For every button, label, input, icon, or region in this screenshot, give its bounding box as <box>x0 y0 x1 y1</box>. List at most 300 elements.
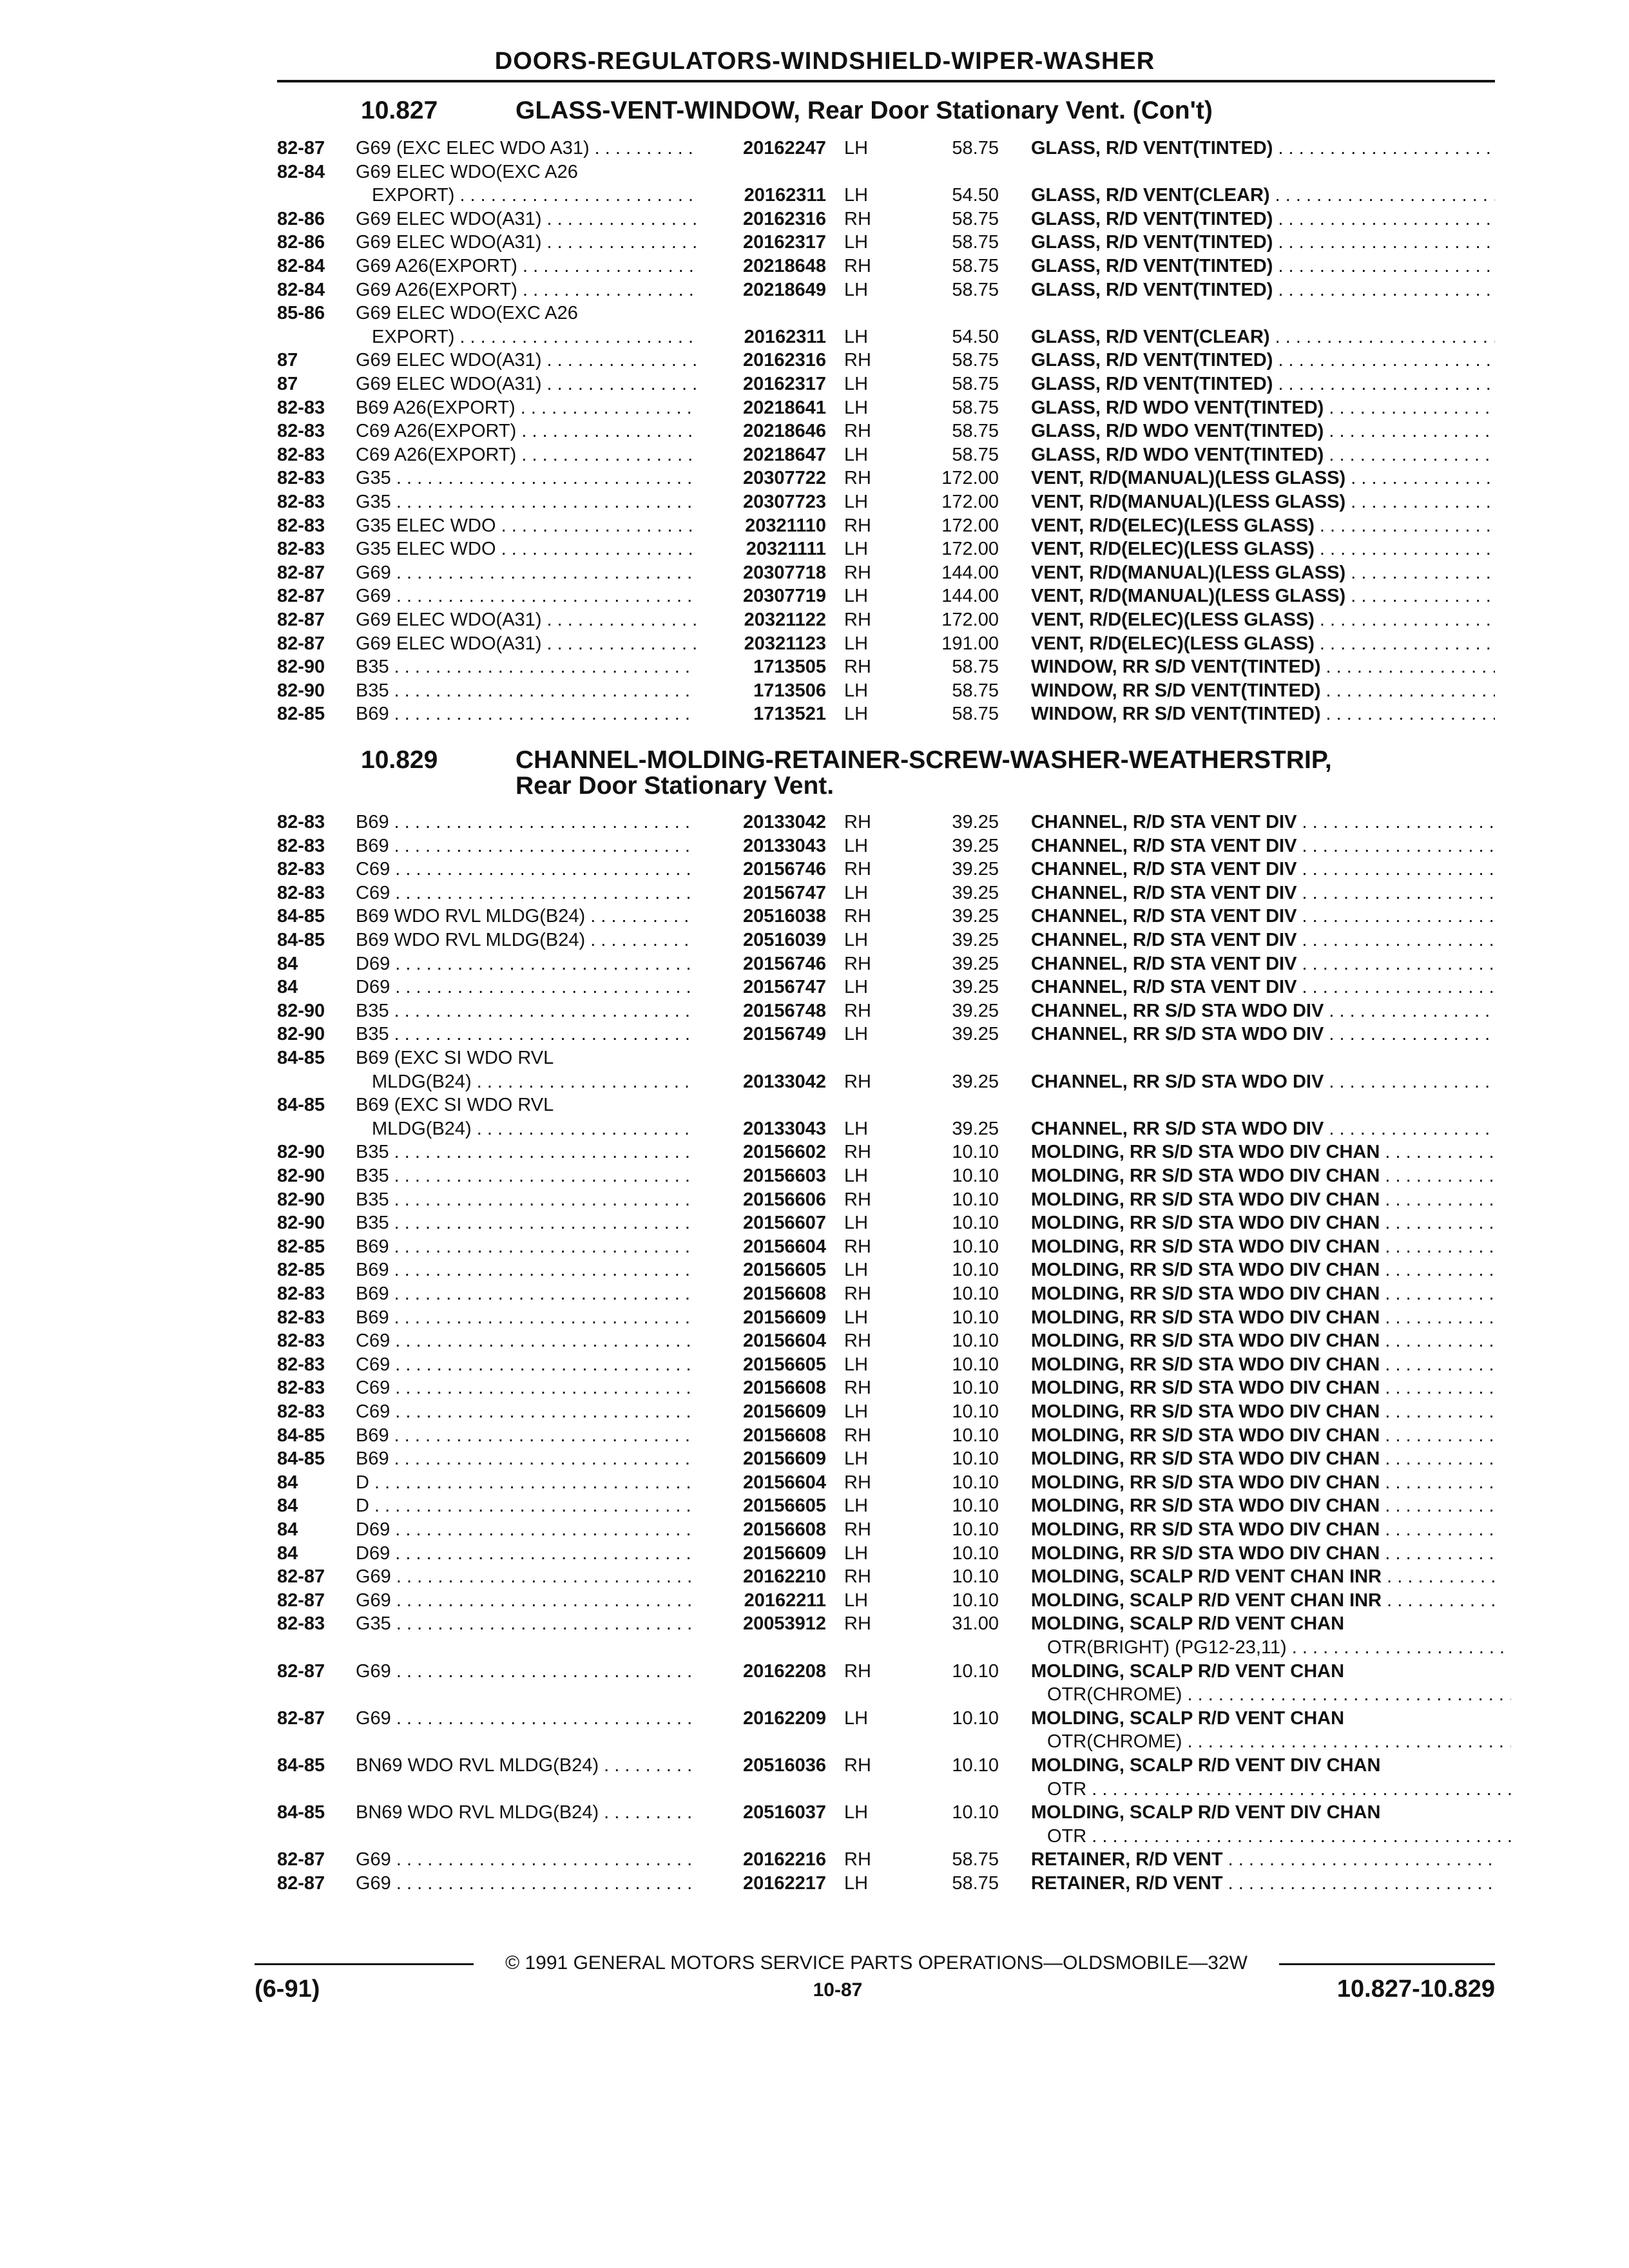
part-number: 20156608 <box>742 1283 826 1304</box>
part-number: 20321122 <box>744 610 826 630</box>
table-row <box>0 1400 1629 1424</box>
side-code: RH <box>844 1189 871 1210</box>
model-code: B69 (EXC SI WDO RVL <box>356 1048 554 1068</box>
side-code: RH <box>844 468 871 489</box>
part-number: 1713521 <box>753 704 826 725</box>
model-code: D69 . . . <box>356 975 696 999</box>
part-description-text: GLASS, R/D WDO VENT(TINTED) <box>1031 444 1324 465</box>
part-description-text: VENT, R/D(MANUAL)(LESS GLASS) <box>1031 586 1346 607</box>
model-code: B35 . . . <box>356 655 696 678</box>
price: 58.75 <box>952 657 999 678</box>
table-row <box>0 561 1629 585</box>
price: 10.10 <box>952 1283 999 1304</box>
model-code: B69 . . . <box>356 834 696 858</box>
part-number: 20321111 <box>746 539 826 560</box>
table-row <box>0 137 1629 160</box>
price: 58.75 <box>952 1873 999 1894</box>
price: 58.75 <box>952 350 999 371</box>
part-description <box>1031 561 1495 584</box>
part-number: 20162211 <box>744 1590 826 1611</box>
part-number: 20307723 <box>742 492 826 512</box>
part-number: 20218647 <box>742 444 826 465</box>
price: 10.10 <box>952 1660 999 1682</box>
part-description-text: MOLDING, RR S/D STA WDO DIV CHAN <box>1031 1401 1380 1422</box>
part-description <box>1031 537 1495 561</box>
table-row <box>0 952 1629 976</box>
part-number: 20156608 <box>742 1425 826 1446</box>
part-number: 20307718 <box>742 562 826 583</box>
side-code: LH <box>844 492 869 512</box>
part-description-text: MOLDING, RR S/D STA WDO DIV CHAN <box>1031 1331 1380 1352</box>
model-code-continued: MLDG(B24) . . . <box>372 1117 696 1140</box>
model-code: C69 . . . <box>356 1376 696 1399</box>
side-code: LH <box>844 633 869 654</box>
part-description <box>1031 952 1495 975</box>
side-code: RH <box>844 421 871 442</box>
model-code: G69 ELEC WDO(A31) . . . <box>356 632 696 655</box>
part-description <box>1031 608 1495 631</box>
part-description <box>1031 1494 1495 1517</box>
table-row <box>0 1589 1629 1613</box>
part-number: 20156746 <box>742 859 826 880</box>
part-number: 20156604 <box>742 1331 826 1352</box>
side-code: RH <box>844 562 871 583</box>
page-header-title: DOORS-REGULATORS-WINDSHIELD-WIPER-WASHER <box>494 48 1155 75</box>
part-description-continued: OTR(CHROME) . . . <box>1047 1730 1511 1753</box>
model-code: B69 . . . <box>356 1235 696 1258</box>
price: 58.75 <box>952 138 999 159</box>
table-row <box>0 1801 1629 1848</box>
part-number: 20162210 <box>742 1566 826 1588</box>
side-code: LH <box>844 882 869 903</box>
part-description-text: RETAINER, R/D VENT <box>1031 1873 1223 1894</box>
side-code: LH <box>844 1448 869 1470</box>
model-code: G69 . . . <box>356 1565 696 1588</box>
part-number: 20156605 <box>742 1354 826 1375</box>
part-description-text: WINDOW, RR S/D VENT(TINTED) <box>1031 657 1321 678</box>
part-description <box>1031 1801 1495 1824</box>
table-row <box>0 1329 1629 1353</box>
price: 10.10 <box>952 1401 999 1422</box>
part-description-text: MOLDING, SCALP R/D VENT DIV CHAN <box>1031 1802 1381 1823</box>
part-description-text: VENT, R/D(ELEC)(LESS GLASS) <box>1031 539 1315 560</box>
side-code: RH <box>844 953 871 974</box>
side-code: RH <box>844 350 871 371</box>
side-code: RH <box>844 1283 871 1304</box>
part-number: 20218646 <box>742 421 826 442</box>
part-description-text: RETAINER, R/D VENT <box>1031 1849 1223 1870</box>
side-code: RH <box>844 1000 871 1021</box>
side-code: RH <box>844 1660 871 1682</box>
part-description-text: VENT, R/D(ELEC)(LESS GLASS) <box>1031 633 1315 654</box>
model-code: G35 . . . <box>356 490 696 514</box>
part-number: 20156602 <box>742 1142 826 1163</box>
part-description-text: MOLDING, RR S/D STA WDO DIV CHAN <box>1031 1283 1380 1304</box>
part-description <box>1031 679 1495 702</box>
model-code: C69 . . . <box>356 881 696 905</box>
part-description-text: MOLDING, RR S/D STA WDO DIV CHAN <box>1031 1166 1380 1186</box>
table-row <box>0 1306 1629 1330</box>
part-description-continued: OTR(BRIGHT) (PG12-23,11) . . . <box>1047 1636 1511 1659</box>
price: 10.10 <box>952 1542 999 1564</box>
model-code: G69 ELEC WDO(A31) . . . <box>356 608 696 631</box>
side-code: LH <box>844 397 869 418</box>
price: 10.10 <box>952 1378 999 1399</box>
model-code: B69 WDO RVL MLDG(B24) . . . <box>356 928 696 952</box>
model-year: 84-85 <box>277 1048 325 1068</box>
section-subtitle: Rear Door Stationary Vent. <box>516 772 834 800</box>
table-row <box>0 811 1629 834</box>
model-year: 82-90 <box>277 1189 325 1210</box>
part-description <box>1031 207 1495 231</box>
part-description-text: MOLDING, RR S/D STA WDO DIV CHAN <box>1031 1260 1380 1281</box>
side-code: RH <box>844 1566 871 1588</box>
part-number: 20156609 <box>742 1401 826 1422</box>
part-description <box>1031 1660 1495 1683</box>
model-code: C69 . . . <box>356 858 696 881</box>
price: 39.25 <box>952 930 999 950</box>
price: 191.00 <box>941 633 999 654</box>
side-code: RH <box>844 1378 871 1399</box>
model-year: 82-84 <box>277 161 325 182</box>
price: 58.75 <box>952 444 999 465</box>
model-code: B35 . . . <box>356 1023 696 1046</box>
part-description <box>1031 1400 1495 1423</box>
table-row <box>0 999 1629 1023</box>
side-code: LH <box>844 1354 869 1375</box>
table-row <box>0 207 1629 231</box>
price: 144.00 <box>941 586 999 607</box>
model-year: 82-90 <box>277 1000 325 1021</box>
model-code-continued: EXPORT) . . . <box>372 184 696 207</box>
part-description <box>1031 1023 1495 1046</box>
side-code: RH <box>844 812 871 832</box>
part-description <box>1031 231 1495 254</box>
part-description <box>1031 655 1495 678</box>
part-description <box>1031 1754 1495 1777</box>
model-code: B69 WDO RVL MLDG(B24) . . . <box>356 905 696 928</box>
side-code: RH <box>844 1613 871 1635</box>
model-year: 82-87 <box>277 138 325 159</box>
model-year: 84-85 <box>277 906 325 927</box>
part-description <box>1031 905 1495 928</box>
part-description-text: MOLDING, RR S/D STA WDO DIV CHAN <box>1031 1378 1380 1399</box>
part-description <box>1031 1471 1495 1494</box>
section-number: 10.829 <box>361 746 438 774</box>
part-description <box>1031 1188 1495 1211</box>
table-row <box>0 1188 1629 1212</box>
part-description-text: VENT, R/D(ELEC)(LESS GLASS) <box>1031 610 1315 630</box>
part-description-text: MOLDING, SCALP R/D VENT CHAN INR <box>1031 1566 1382 1588</box>
model-year: 84-85 <box>277 1095 325 1116</box>
model-year: 82-87 <box>277 1590 325 1611</box>
model-code: G69 ELEC WDO(EXC A26 <box>356 303 578 324</box>
part-description <box>1031 999 1495 1023</box>
part-number: 20156609 <box>742 1542 826 1564</box>
part-number: 20133043 <box>742 1118 826 1139</box>
price: 10.10 <box>952 1425 999 1446</box>
side-code: RH <box>844 1472 871 1493</box>
model-code: B35 . . . <box>356 1164 696 1187</box>
part-description-text: CHANNEL, R/D STA VENT DIV <box>1031 812 1297 832</box>
part-number: 20307719 <box>742 586 826 607</box>
table-row <box>0 1848 1629 1872</box>
price: 172.00 <box>941 515 999 536</box>
table-row <box>0 1046 1629 1093</box>
side-code: LH <box>844 374 869 394</box>
side-code: LH <box>844 977 869 998</box>
price: 39.25 <box>952 977 999 998</box>
model-code: G69 ELEC WDO(EXC A26 <box>356 161 578 182</box>
footer-section-range: 10.827-10.829 <box>1336 1975 1495 2003</box>
part-description-continued: OTR . . . <box>1047 1778 1511 1801</box>
side-code: RH <box>844 1425 871 1446</box>
part-description <box>1031 1589 1495 1612</box>
model-year: 82-90 <box>277 1142 325 1163</box>
model-year: 82-90 <box>277 657 325 678</box>
model-year: 82-85 <box>277 1260 325 1281</box>
price: 10.10 <box>952 1260 999 1281</box>
price: 172.00 <box>941 610 999 630</box>
part-description <box>1031 466 1495 490</box>
part-description-text: MOLDING, RR S/D STA WDO DIV CHAN <box>1031 1189 1380 1210</box>
part-description <box>1031 1211 1495 1235</box>
part-description <box>1031 443 1495 466</box>
part-description-text: MOLDING, RR S/D STA WDO DIV CHAN <box>1031 1542 1380 1564</box>
price: 39.25 <box>952 953 999 974</box>
part-number: 20516036 <box>742 1755 826 1776</box>
part-description <box>1031 811 1495 834</box>
part-description-text: MOLDING, RR S/D STA WDO DIV CHAN <box>1031 1307 1380 1328</box>
side-code: LH <box>844 1873 869 1894</box>
table-row <box>0 1164 1629 1188</box>
part-number: 1713506 <box>753 680 826 701</box>
model-code: B69 . . . <box>356 1282 696 1305</box>
part-description-text: GLASS, R/D VENT(TINTED) <box>1031 279 1273 300</box>
model-year: 82-87 <box>277 1849 325 1870</box>
model-code: B69 . . . <box>356 1258 696 1282</box>
table-row <box>0 1282 1629 1306</box>
part-description <box>1031 834 1495 858</box>
part-description-text: GLASS, R/D VENT(CLEAR) <box>1031 326 1270 347</box>
part-number: 20156605 <box>742 1260 826 1281</box>
part-number: 20156604 <box>742 1236 826 1257</box>
model-code: G69 ELEC WDO(A31) . . . <box>356 349 696 372</box>
part-number: 20156749 <box>742 1024 826 1045</box>
part-description-text: MOLDING, SCALP R/D VENT CHAN INR <box>1031 1590 1382 1611</box>
table-row <box>0 679 1629 703</box>
footer-rule-right <box>1279 1963 1495 1965</box>
model-year: 82-87 <box>277 1873 325 1894</box>
table-row <box>0 1471 1629 1495</box>
part-description <box>1031 325 1495 349</box>
part-description <box>1031 1329 1495 1352</box>
part-number: 20321123 <box>744 633 826 654</box>
model-year: 82-87 <box>277 1660 325 1682</box>
part-number: 20516038 <box>742 906 826 927</box>
table-row <box>0 584 1629 608</box>
part-description <box>1031 1164 1495 1187</box>
side-code: LH <box>844 326 869 347</box>
part-number: 20156746 <box>742 953 826 974</box>
model-year: 82-83 <box>277 397 325 418</box>
table-row <box>0 1754 1629 1801</box>
model-code: G69 . . . <box>356 584 696 608</box>
part-description <box>1031 1518 1495 1541</box>
model-code: G69 . . . <box>356 1707 696 1730</box>
side-code: LH <box>844 539 869 560</box>
table-row <box>0 1376 1629 1400</box>
price: 10.10 <box>952 1519 999 1540</box>
model-code: C69 . . . <box>356 1353 696 1376</box>
price: 10.10 <box>952 1354 999 1375</box>
model-year: 82-84 <box>277 279 325 300</box>
model-code: G69 . . . <box>356 1872 696 1895</box>
table-row <box>0 372 1629 396</box>
part-description <box>1031 1612 1495 1635</box>
part-description <box>1031 255 1495 278</box>
model-code: C69 A26(EXPORT) . . . <box>356 419 696 443</box>
table-row <box>0 1093 1629 1140</box>
model-code: C69 . . . <box>356 1329 696 1352</box>
part-description-text: MOLDING, RR S/D STA WDO DIV CHAN <box>1031 1236 1380 1257</box>
price: 10.10 <box>952 1236 999 1257</box>
model-year: 82-83 <box>277 1613 325 1635</box>
table-row <box>0 396 1629 420</box>
side-code: RH <box>844 1755 871 1776</box>
part-description-text: CHANNEL, R/D STA VENT DIV <box>1031 835 1297 856</box>
table-row <box>0 1424 1629 1448</box>
price: 58.75 <box>952 1849 999 1870</box>
side-code: RH <box>844 1331 871 1352</box>
price: 10.10 <box>952 1331 999 1352</box>
part-number: 20162217 <box>742 1873 826 1894</box>
model-year: 82-83 <box>277 444 325 465</box>
model-year: 84 <box>277 977 298 998</box>
model-code: G69 . . . <box>356 1589 696 1612</box>
part-description-text: MOLDING, SCALP R/D VENT DIV CHAN <box>1031 1755 1381 1776</box>
table-row <box>0 905 1629 928</box>
table-row <box>0 928 1629 952</box>
model-code: B69 A26(EXPORT) . . . <box>356 396 696 419</box>
model-year: 82-87 <box>277 562 325 583</box>
model-year: 82-84 <box>277 256 325 276</box>
part-description-continued: OTR . . . <box>1047 1825 1511 1848</box>
model-year: 82-85 <box>277 704 325 725</box>
model-year: 82-83 <box>277 1283 325 1304</box>
part-description-text: CHANNEL, R/D STA VENT DIV <box>1031 977 1297 998</box>
model-code: G69 . . . <box>356 561 696 584</box>
model-code: BN69 WDO RVL MLDG(B24) . . . <box>356 1801 696 1824</box>
section-title: GLASS-VENT-WINDOW, Rear Door Stationary Vent. (Con't) <box>516 97 1213 124</box>
side-code: LH <box>844 930 869 950</box>
table-row <box>0 881 1629 905</box>
part-description-text: CHANNEL, RR S/D STA WDO DIV <box>1031 1024 1324 1045</box>
table-row <box>0 655 1629 679</box>
part-description-text: GLASS, R/D VENT(TINTED) <box>1031 138 1273 159</box>
price: 39.25 <box>952 1000 999 1021</box>
footer-page-number: 10-87 <box>813 1979 863 2001</box>
model-code: B35 . . . <box>356 1188 696 1211</box>
part-description <box>1031 1258 1495 1282</box>
model-code: B69 . . . <box>356 1424 696 1447</box>
side-code: RH <box>844 208 871 229</box>
table-row <box>0 608 1629 632</box>
model-code: D69 . . . <box>356 1518 696 1541</box>
part-description-text: VENT, R/D(MANUAL)(LESS GLASS) <box>1031 492 1346 512</box>
part-number: 20156609 <box>742 1448 826 1470</box>
model-year: 82-87 <box>277 1707 325 1729</box>
table-row <box>0 1872 1629 1896</box>
part-number: 20053912 <box>742 1613 826 1635</box>
model-year: 82-87 <box>277 633 325 654</box>
model-year: 82-87 <box>277 586 325 607</box>
part-description <box>1031 1140 1495 1164</box>
part-number: 20162316 <box>742 208 826 229</box>
model-year: 84-85 <box>277 1425 325 1446</box>
side-code: RH <box>844 515 871 536</box>
part-description-text: MOLDING, RR S/D STA WDO DIV CHAN <box>1031 1472 1380 1493</box>
side-code: LH <box>844 279 869 300</box>
footer-copyright: © 1991 GENERAL MOTORS SERVICE PARTS OPERATIONS—OLDSMOBILE—32W <box>505 1952 1248 1974</box>
part-description-text: WINDOW, RR S/D VENT(TINTED) <box>1031 680 1321 701</box>
model-year: 87 <box>277 374 298 394</box>
table-row <box>0 1258 1629 1282</box>
price: 172.00 <box>941 468 999 489</box>
part-description <box>1031 1707 1495 1730</box>
part-number: 20321110 <box>745 515 826 536</box>
part-description-text: GLASS, R/D VENT(TINTED) <box>1031 256 1273 276</box>
price: 58.75 <box>952 232 999 253</box>
part-description-text: CHANNEL, R/D STA VENT DIV <box>1031 930 1297 950</box>
price: 10.10 <box>952 1755 999 1776</box>
part-description-text: GLASS, R/D WDO VENT(TINTED) <box>1031 397 1324 418</box>
side-code: RH <box>844 610 871 630</box>
price: 10.10 <box>952 1802 999 1823</box>
table-row <box>0 702 1629 726</box>
model-year: 82-86 <box>277 208 325 229</box>
part-number: 20162208 <box>742 1660 826 1682</box>
part-number: 20156747 <box>742 977 826 998</box>
model-code: C69 A26(EXPORT) . . . <box>356 443 696 466</box>
part-description <box>1031 137 1495 160</box>
part-description <box>1031 278 1495 302</box>
model-year: 82-83 <box>277 882 325 903</box>
part-number: 20156606 <box>742 1189 826 1210</box>
price: 39.25 <box>952 835 999 856</box>
part-description-text: GLASS, R/D VENT(TINTED) <box>1031 232 1273 253</box>
part-number: 20162216 <box>742 1849 826 1870</box>
model-code: G69 ELEC WDO(A31) . . . <box>356 231 696 254</box>
part-description <box>1031 1565 1495 1588</box>
part-number: 20218649 <box>742 279 826 300</box>
side-code: LH <box>844 444 869 465</box>
table-row <box>0 1494 1629 1518</box>
table-row <box>0 443 1629 467</box>
model-code: G69 A26(EXPORT) . . . <box>356 278 696 302</box>
part-description <box>1031 1117 1495 1140</box>
model-code: B69 . . . <box>356 1447 696 1470</box>
model-year: 84-85 <box>277 1802 325 1823</box>
table-row <box>0 632 1629 656</box>
table-row <box>0 1660 1629 1707</box>
part-number: 20133043 <box>742 835 826 856</box>
part-number: 20162316 <box>742 350 826 371</box>
price: 10.10 <box>952 1189 999 1210</box>
price: 58.75 <box>952 680 999 701</box>
part-description <box>1031 1235 1495 1258</box>
side-code: RH <box>844 1071 871 1092</box>
